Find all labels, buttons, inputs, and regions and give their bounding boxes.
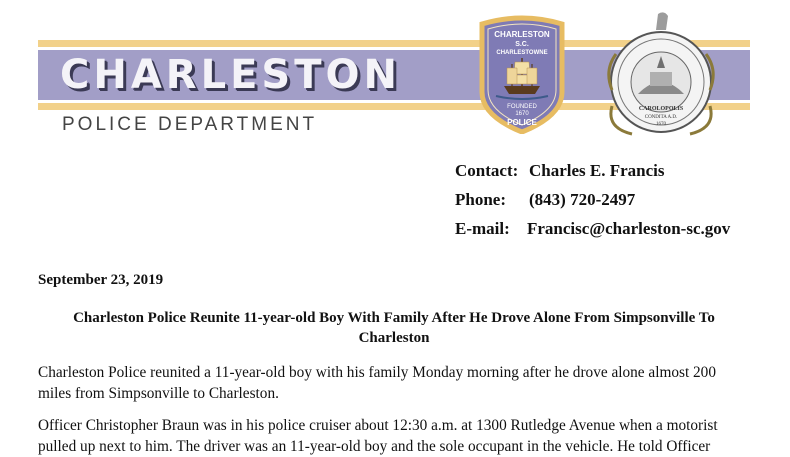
paragraph-line: pulled up next to him. The driver was an 11-year-old boy and the sole occupant in the vehicle. He told Officer xyxy=(38,438,711,455)
paragraph-line: Officer Christopher Braun was in his police cruiser about 12:30 a.m. at 1300 Rutledge Avenue when a motorist xyxy=(38,417,718,434)
contact-block xyxy=(455,156,730,243)
headline-line: Charleston xyxy=(358,330,430,346)
badge-year-text: 1670 xyxy=(515,111,529,117)
email-label: E-mail: xyxy=(455,219,510,238)
email-address[interactable]: Francisc@charleston-sc.gov xyxy=(527,219,731,238)
release-headline xyxy=(38,308,750,348)
email-row xyxy=(455,214,730,243)
svg-text:CAROLOPOLIS: CAROLOPOLIS xyxy=(638,106,684,112)
badge-top-text: CHARLESTON xyxy=(494,30,550,39)
contact-name: Charles E. Francis xyxy=(529,161,665,180)
police-badge-logo xyxy=(474,14,570,134)
contact-row xyxy=(455,156,730,185)
paragraph-2 xyxy=(38,415,758,457)
badge-founded-text: FOUNDED xyxy=(507,104,537,110)
paragraph-1 xyxy=(38,362,758,404)
contact-label: Contact: xyxy=(455,161,519,180)
department-subtitle: POLICE DEPARTMENT xyxy=(62,114,318,135)
release-date: September 23, 2019 xyxy=(38,272,164,288)
phone-number: (843) 720-2497 xyxy=(529,190,636,209)
paragraph-line: Charleston Police reunited a 11-year-old boy with his family Monday morning after he drove alone almost 200 xyxy=(38,364,716,381)
city-seal-logo xyxy=(598,10,724,142)
phone-label: Phone: xyxy=(455,190,506,209)
badge-sub-text: CHARLESTOWNE xyxy=(496,50,548,56)
phone-row xyxy=(455,185,730,214)
badge-label: POLICE xyxy=(507,118,537,127)
department-title: CHARLESTON xyxy=(60,52,401,98)
svg-text:CONDITA A.D.: CONDITA A.D. xyxy=(644,115,678,120)
headline-line: Charleston Police Reunite 11-year-old Boy With Family After He Drove Alone From Simpsonville To xyxy=(73,310,715,326)
badge-mid-text: S.C. xyxy=(515,41,529,48)
svg-text:1670: 1670 xyxy=(656,122,666,127)
paragraph-line: miles from Simpsonville to Charleston. xyxy=(38,385,279,402)
